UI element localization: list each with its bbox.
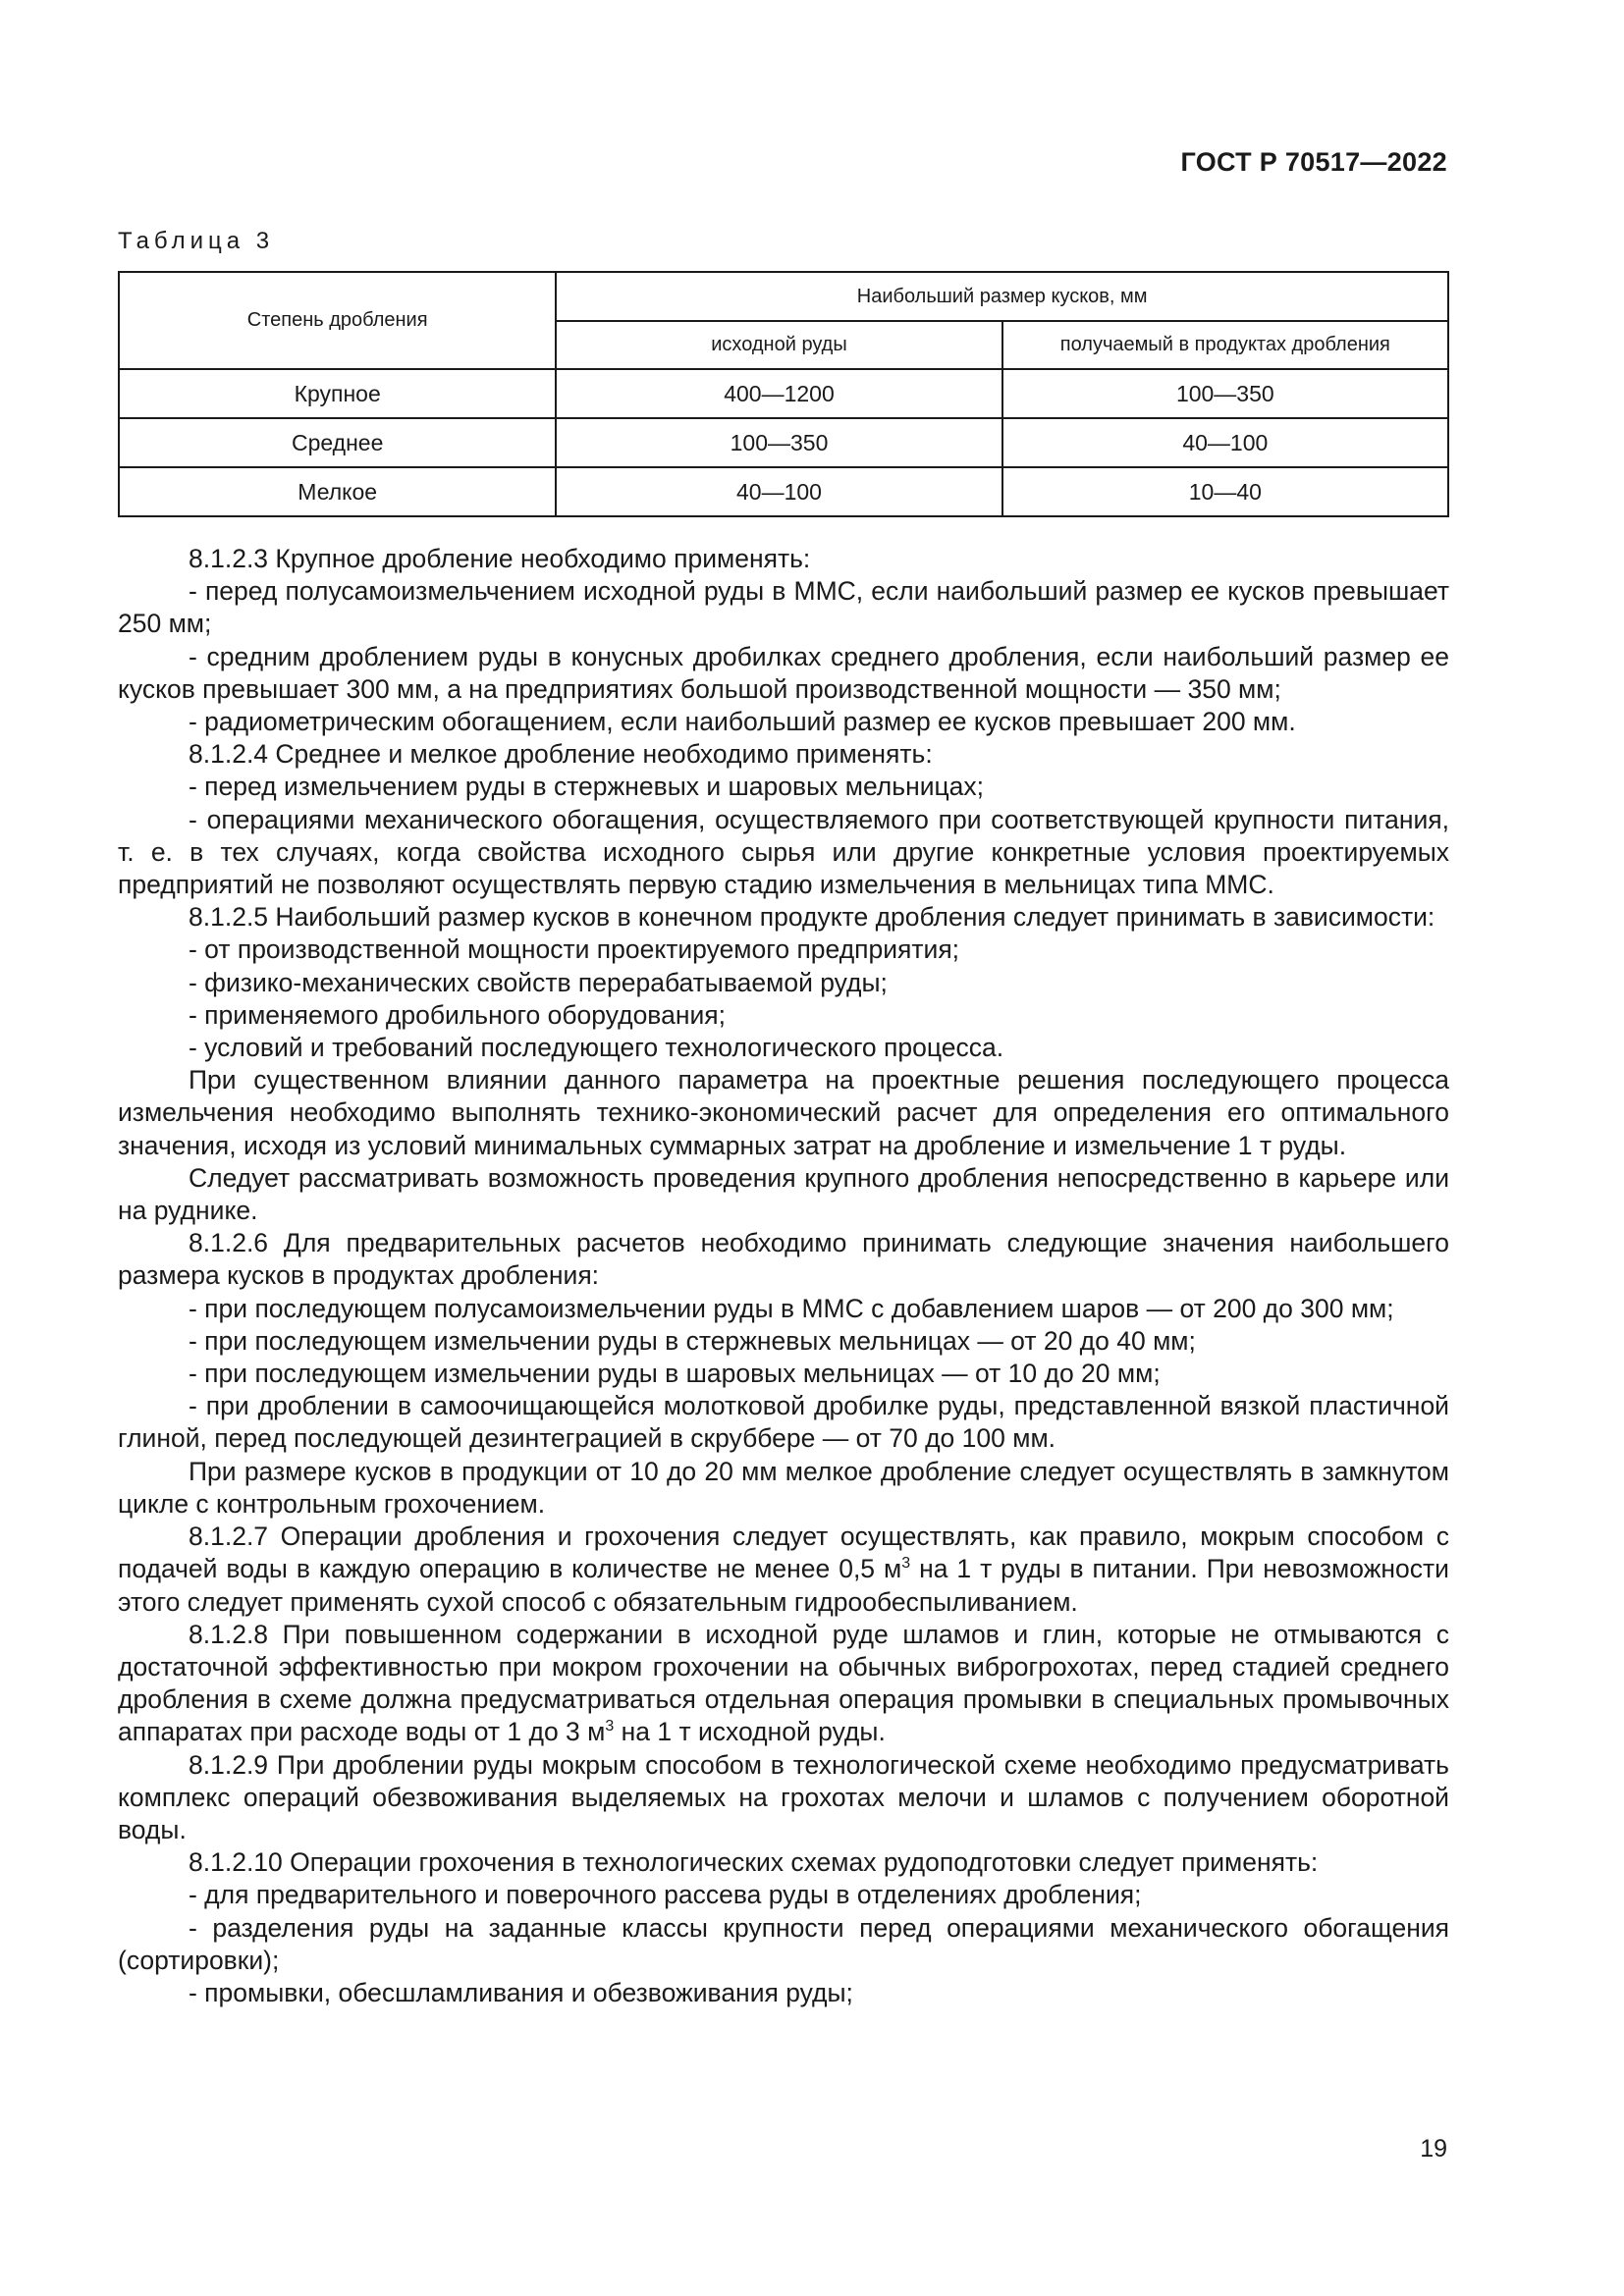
superscript: 3	[901, 1555, 911, 1573]
cell-source: 400—1200	[556, 369, 1001, 418]
list-item: - операциями механического обогащения, осуществляемого при соответствующей крупности питания, т. е. в тех случаях, когда свойства исходного сырья или другие конкретные условия проектируемых предприятий не позволяют осуществлять первую стадию измельчения в мельницах типа ММС.	[118, 804, 1449, 900]
cell-degree: Крупное	[119, 369, 556, 418]
table-row	[119, 467, 1448, 516]
cell-degree: Среднее	[119, 418, 556, 467]
header-product: получаемый в продуктах дробления	[1002, 321, 1448, 369]
text-run: на 1 т исходной руды.	[614, 1717, 886, 1747]
cell-source: 40—100	[556, 467, 1001, 516]
paragraph: 8.1.2.3 Крупное дробление необходимо применять:	[189, 544, 811, 573]
cell-degree: Мелкое	[119, 467, 556, 516]
header-max-size: Наибольший размер кусков, мм	[556, 272, 1448, 321]
header-degree: Степень дробления	[119, 272, 556, 369]
table-row	[119, 369, 1448, 418]
paragraph: При существенном влиянии данного параметра на проектные решения последующего процесса измельчения необходимо выполнять технико-экономический расчет для определения его оптимального значения, исходя из условий минимальных суммарных затрат на дробление и измельчение 1 т руды.	[118, 1065, 1449, 1160]
text-run: 8.1.2.8 При повышенном содержании в исходной руде шламов и глин, которые не отмываются с достаточной эффективностью при мокром грохочении на обычных виброгрохотах, перед стадией среднего дробления в схеме должна предусматриваться отдельная операция промывки в специальных промывочных аппаратах при расходе воды от 1 до 3 м	[118, 1619, 1449, 1747]
paragraph: 8.1.2.4 Среднее и мелкое дробление необходимо применять:	[189, 739, 933, 770]
list-item: - перед полусамоизмельчением исходной руды в ММС, если наибольший размер ее кусков превышает 250 мм;	[118, 576, 1449, 639]
list-item: - при последующем измельчении руды в шаровых мельницах — от 10 до 20 мм;	[189, 1359, 1161, 1389]
list-item: - перед измельчением руды в стержневых и шаровых мельницах;	[189, 772, 985, 802]
standard-header: ГОСТ Р 70517—2022	[1180, 147, 1447, 177]
cell-source: 100—350	[556, 418, 1001, 467]
list-item: - при дроблении в самоочищающейся молотковой дробилке руды, представленной вязкой пластичной глиной, перед последующей дезинтеграцией в скруббере — от 70 до 100 мм.	[118, 1391, 1449, 1454]
table-row	[119, 418, 1448, 467]
paragraph: 8.1.2.6 Для предварительных расчетов необходимо принимать следующие значения наибольшего размера кусков в продуктах дробления:	[118, 1228, 1449, 1291]
body-text	[118, 543, 1449, 2009]
text-run: на 1 т руды в питании. При невозможности этого следует применять сухой способ с обязательным гидрообеспыливанием.	[118, 1554, 1449, 1617]
page-number: 19	[1420, 2135, 1447, 2163]
cell-product: 40—100	[1002, 418, 1448, 467]
paragraph: Следует рассматривать возможность проведения крупного дробления непосредственно в карьере или на руднике.	[118, 1162, 1449, 1226]
list-item: - для предварительного и поверочного рассева руды в отделениях дробления;	[189, 1880, 1142, 1910]
list-item: - от производственной мощности проектируемого предприятия;	[189, 934, 960, 965]
list-item: - условий и требований последующего технологического процесса.	[189, 1033, 1004, 1063]
list-item: - промывки, обесшламливания и обезвоживания руды;	[189, 1977, 853, 2007]
paragraph-8-1-2-8	[118, 1619, 1449, 1749]
list-item: - при последующем полусамоизмельчении руды в ММС с добавлением шаров — от 200 до 300 мм;	[189, 1293, 1394, 1323]
list-item: - применяемого дробильного оборудования;	[189, 999, 726, 1030]
table-caption: Таблица 3	[118, 228, 275, 254]
table-3	[118, 271, 1449, 517]
superscript: 3	[605, 1718, 615, 1735]
paragraph-8-1-2-7	[118, 1521, 1449, 1619]
paragraph: 8.1.2.5 Наибольший размер кусков в конечном продукте дробления следует принимать в зависимости:	[189, 902, 1435, 933]
header-source-ore: исходной руды	[556, 321, 1001, 369]
list-item: - физико-механических свойств перерабатываемой руды;	[189, 967, 888, 997]
cell-product: 10—40	[1002, 467, 1448, 516]
paragraph: 8.1.2.10 Операции грохочения в технологических схемах рудоподготовки следует применять:	[189, 1847, 1319, 1878]
list-item: - средним дроблением руды в конусных дробилках среднего дробления, если наибольший размер ее кусков превышает 300 мм, а на предприятиях большой производственной мощности — 350 мм;	[118, 641, 1449, 704]
paragraph: 8.1.2.9 При дроблении руды мокрым способом в технологической схеме необходимо предусматривать комплекс операций обезвоживания выделяемых на грохотах мелочи и шламов с получением оборотной воды.	[118, 1749, 1449, 1844]
text-run: 8.1.2.7 Операции дробления и грохочения следует осуществлять, как правило, мокрым способом с подачей воды в каждую операцию в количестве не менее 0,5 м	[118, 1522, 1449, 1584]
list-item: - радиометрическим обогащением, если наибольший размер ее кусков превышает 200 мм.	[189, 707, 1296, 737]
cell-product: 100—350	[1002, 369, 1448, 418]
list-item: - разделения руды на заданные классы крупности перед операциями механического обогащения (сортировки);	[118, 1912, 1449, 1975]
list-item: - при последующем измельчении руды в стержневых мельницах — от 20 до 40 мм;	[189, 1325, 1196, 1356]
paragraph: При размере кусков в продукции от 10 до 20 мм мелкое дробление следует осуществлять в замкнутом цикле с контрольным грохочением.	[118, 1456, 1449, 1519]
